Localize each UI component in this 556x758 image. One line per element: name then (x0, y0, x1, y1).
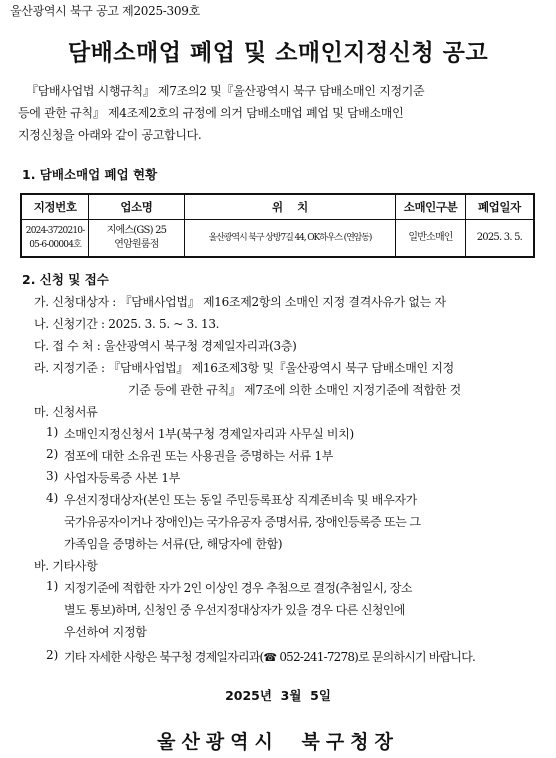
item-ra-label: 라. 지정기준 : (34, 361, 105, 375)
ma-item-number: 4) (46, 491, 59, 505)
document-number: 울산광역시 북구 공고 제2025-309호 (10, 4, 200, 18)
ba-item-text-after: 052-241-7278)로 문의하시기 바랍니다. (276, 650, 476, 664)
item-ga-label: 가. 신청대상자 : (34, 295, 117, 309)
item-ga (34, 293, 446, 310)
cell-designation-no (21, 219, 89, 257)
cell-store-name (89, 219, 184, 257)
item-ra-text-line1: 『담배사업법』 제16조제3항 및『울산광역시 북구 담배소매인 지정 (108, 361, 454, 375)
issuer-name: 울산광역시 북구청장 (157, 731, 399, 753)
ba-item-text-before: 기타 자세한 사항은 북구청 경제일자리과( (64, 650, 264, 664)
ma-item-text: 국가유공자이거나 장애인)는 국가유공자 증명서류, 장애인등록증 또는 그 (64, 515, 421, 529)
header-designation-no: 지정번호 (21, 194, 89, 219)
table-row (21, 219, 534, 257)
intro-paragraph (18, 80, 538, 146)
header-retailer-type: 소매인구분 (396, 194, 466, 219)
intro-line: 『담배사업법 시행규칙』 제7조의2 및『울산광역시 북구 담배소매인 지정기준 (26, 84, 425, 98)
item-na-text: 2025. 3. 5. ~ 3. 13. (108, 317, 220, 331)
item-ra (34, 359, 454, 376)
document-title: 담배소매업 폐업 및 소매인지정신청 공고 (67, 40, 489, 66)
ba-item-text: 별도 통보)하며, 신청인 중 우선지정대상자가 있을 경우 다른 신청인에 (64, 603, 405, 617)
item-ma-label: 마. 신청서류 (34, 405, 98, 419)
ma-item-text: 우선지정대상자(본인 또는 동일 주민등록표상 직계존비속 및 배우자가 (64, 493, 417, 507)
ma-item-text: 점포에 대한 소유권 또는 사용권을 증명하는 서류 1부 (64, 449, 334, 463)
cell-retailer-type: 일반소매인 (396, 219, 466, 257)
ba-item-number: 1) (46, 579, 59, 593)
header-closure-date: 폐업일자 (465, 194, 534, 219)
ba-item-number: 2) (46, 648, 59, 662)
ma-item-number: 1) (46, 425, 59, 439)
ma-item-number: 3) (46, 469, 59, 483)
section2-heading: 2. 신청 및 접수 (22, 272, 109, 287)
item-da-label: 다. 접 수 처 : (34, 339, 101, 353)
ma-item-text: 소매인지정신청서 1부(북구청 경제일자리과 사무실 비치) (64, 427, 354, 441)
header-location: 위 치 (184, 194, 396, 219)
item-ga-text: 『담배사업법』 제16조제2항의 소매인 지정 결격사유가 없는 자 (119, 295, 446, 309)
item-ba-label: 바. 기타사항 (34, 559, 98, 573)
cell-location: 울산광역시 북구 상방7길 44, OK하우스 (연암동) (184, 219, 396, 257)
ba-item-text: 지정기준에 적합한 자가 2인 이상인 경우 추첨으로 결정(추첨일시, 장소 (64, 581, 412, 595)
designation-no-line: 05-6-00004호 (29, 239, 82, 250)
ba-item-text: 우선하여 지정함 (64, 625, 147, 639)
intro-line: 지정신청을 아래와 같이 공고합니다. (18, 128, 202, 142)
item-na (34, 315, 219, 332)
item-da (34, 337, 297, 354)
item-ra-text-line2: 기준 등에 관한 규칙』 제7조에 의한 소매인 지정기준에 적합한 것 (128, 383, 461, 397)
phone-icon: ☎ (263, 651, 277, 664)
ma-item-text: 사업자등록증 사본 1부 (64, 471, 180, 485)
intro-line: 등에 관한 규칙』 제4조제2호의 규정에 의거 담배소매업 폐업 및 담배소매인 (18, 106, 404, 120)
ma-item-text: 가족임을 증명하는 서류(단, 해당자에 한함) (64, 537, 283, 551)
section1-heading: 1. 담배소매업 폐업 현황 (22, 167, 158, 182)
ma-item-number: 2) (46, 447, 59, 461)
cell-closure-date: 2025. 3. 5. (465, 219, 534, 257)
item-na-label: 나. 신청기간 : (34, 317, 105, 331)
store-name-line: 지에스(GS) 25 (106, 224, 167, 236)
store-name-line: 연암원룸점 (114, 238, 159, 250)
closure-status-table (20, 193, 535, 258)
announcement-date: 2025년 3월 5일 (225, 688, 331, 703)
item-da-text: 울산광역시 북구청 경제일자리과(3층) (104, 339, 297, 353)
header-store-name: 업소명 (89, 194, 184, 219)
ba-item-text (64, 648, 475, 665)
designation-no-line: 2024-3720210- (25, 225, 85, 236)
table-header-row (21, 194, 534, 219)
